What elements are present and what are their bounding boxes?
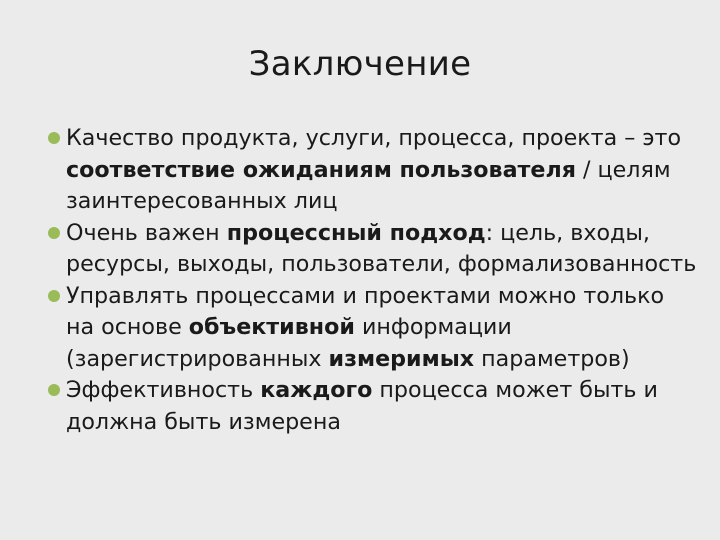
bullet-dot-icon xyxy=(48,132,60,144)
bold-text-segment: процессный подход xyxy=(226,219,486,246)
bullet-dot-icon xyxy=(48,384,60,396)
bullet-text xyxy=(66,375,698,438)
bullet-text xyxy=(66,123,698,218)
bullet-item xyxy=(48,218,698,281)
bold-text-segment: измеримых xyxy=(328,345,475,372)
text-segment: информации (зарегистрированных xyxy=(66,314,512,372)
bullet-item xyxy=(48,123,698,218)
text-segment: Эффективность xyxy=(66,377,261,403)
bold-text-segment: соответствие ожиданиям пользователя xyxy=(66,156,576,183)
bullet-text xyxy=(66,218,698,281)
bullet-list xyxy=(48,123,698,438)
text-segment: процесса может быть и должна быть измерена xyxy=(66,377,658,435)
bullet-dot-icon xyxy=(48,227,60,239)
bullet-dot-icon xyxy=(48,290,60,302)
text-segment: Очень важен xyxy=(66,219,227,246)
text-segment: параметров) xyxy=(474,345,630,372)
text-segment: / целям заинтересованных лиц xyxy=(66,156,671,214)
slide-title: Заключение xyxy=(248,44,472,84)
bold-text-segment: каждого xyxy=(260,377,373,403)
bold-text-segment: объективной xyxy=(188,314,355,340)
bullet-text xyxy=(66,281,698,376)
bullet-item xyxy=(48,281,698,376)
text-segment: Управлять процессами и проектами можно только на основе xyxy=(66,282,665,340)
bullet-item xyxy=(48,375,698,438)
text-segment: : цель, входы, ресурсы, выходы, пользователи, формализованность xyxy=(66,219,697,277)
text-segment: Качество продукта, услуги, процесса, проекта – это xyxy=(66,125,682,151)
